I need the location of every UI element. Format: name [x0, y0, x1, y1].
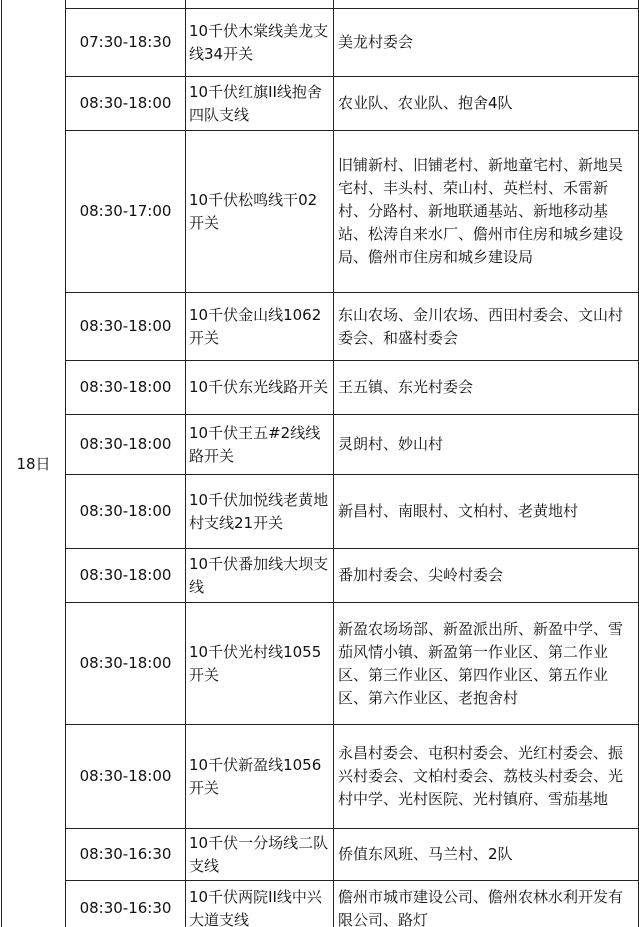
- time-cell: [66, 0, 186, 9]
- line-cell: 10千伏一分场线二队支线: [186, 829, 334, 881]
- area-cell: 农业队、农业队、抱舍4队: [334, 77, 639, 131]
- area-cell: 灵朗村、妙山村: [334, 415, 639, 475]
- area-cell: 番加村委会、尖岭村委会: [334, 549, 639, 603]
- table-row: [2, 603, 639, 725]
- area-cell: 侨值东风班、马兰村、2队: [334, 829, 639, 881]
- line-cell: 10千伏王五#2线线路开关: [186, 415, 334, 475]
- line-cell: 10千伏新盈线1056开关: [186, 725, 334, 829]
- table-row: [2, 9, 639, 77]
- time-cell: 08:30-18:00: [66, 549, 186, 603]
- line-cell: 10千伏光村线1055开关: [186, 603, 334, 725]
- time-cell: 08:30-18:00: [66, 293, 186, 361]
- table-row: [2, 881, 639, 927]
- area-cell: 新昌村、南眼村、文柏村、老黄地村: [334, 475, 639, 549]
- time-cell: 08:30-18:00: [66, 77, 186, 131]
- table-row: [2, 415, 639, 475]
- table-row: [2, 475, 639, 549]
- time-cell: 08:30-18:00: [66, 475, 186, 549]
- table-row: [2, 361, 639, 415]
- table-row: [2, 829, 639, 881]
- area-cell: 旧铺新村、旧铺老村、新地童宅村、新地吴宅村、丰头村、荣山村、英栏村、禾雷新村、分路村、新地联通基站、新地移动基站、松涛自来水厂、儋州市住房和城乡建设局、儋州市住房和城乡建设局: [334, 131, 639, 293]
- table-row: [2, 293, 639, 361]
- time-cell: 08:30-16:30: [66, 881, 186, 927]
- time-cell: 07:30-18:30: [66, 9, 186, 77]
- line-cell: 10千伏木棠线美龙支线34开关: [186, 9, 334, 77]
- time-cell: 08:30-17:00: [66, 131, 186, 293]
- area-cell: 王五镇、东光村委会: [334, 361, 639, 415]
- area-cell: 永昌村委会、屯积村委会、光红村委会、振兴村委会、文柏村委会、荔枝头村委会、光村中学、光村医院、光村镇府、雪茄基地: [334, 725, 639, 829]
- area-cell: [334, 0, 639, 9]
- area-cell: 美龙村委会: [334, 9, 639, 77]
- line-cell: 10千伏东光线路开关: [186, 361, 334, 415]
- line-cell: 10千伏松鸣线干02开关: [186, 131, 334, 293]
- table-row: [2, 131, 639, 293]
- line-cell: [186, 0, 334, 9]
- line-cell: 10千伏金山线1062开关: [186, 293, 334, 361]
- table-row: [2, 0, 639, 9]
- area-cell: 新盈农场场部、新盈派出所、新盈中学、雪茄风情小镇、新盈第一作业区、第二作业区、第三作业区、第四作业区、第五作业区、第六作业区、老抱舍村: [334, 603, 639, 725]
- area-cell: 东山农场、金川农场、西田村委会、文山村委会、和盛村委会: [334, 293, 639, 361]
- table-row: [2, 77, 639, 131]
- table-row: [2, 549, 639, 603]
- time-cell: 08:30-16:30: [66, 829, 186, 881]
- time-cell: 08:30-18:00: [66, 415, 186, 475]
- line-cell: 10千伏番加线大坝支线: [186, 549, 334, 603]
- time-cell: 08:30-18:00: [66, 603, 186, 725]
- area-cell: 儋州市城市建设公司、儋州农林水利开发有限公司、路灯: [334, 881, 639, 927]
- time-cell: 08:30-18:00: [66, 361, 186, 415]
- line-cell: 10千伏加悦线老黄地村支线21开关: [186, 475, 334, 549]
- table-row: [2, 725, 639, 829]
- line-cell: 10千伏红旗II线抱舍四队支线: [186, 77, 334, 131]
- line-cell: 10千伏两院II线中兴大道支线: [186, 881, 334, 927]
- date-cell: 18日: [2, 0, 66, 927]
- time-cell: 08:30-18:00: [66, 725, 186, 829]
- outage-schedule-table: [1, 0, 639, 927]
